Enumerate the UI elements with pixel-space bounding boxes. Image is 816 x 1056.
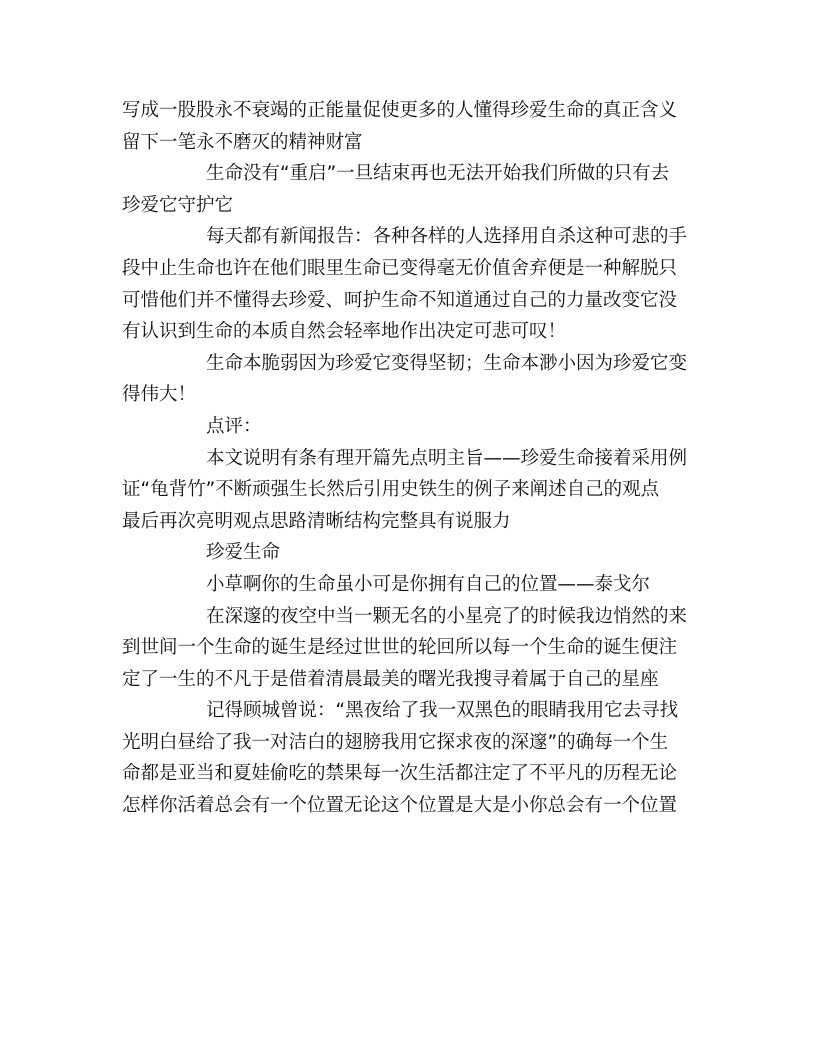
text-line: 生命没有“重启”一旦结束再也无法开始我们所做的只有去 — [206, 163, 670, 185]
text-line: 记得顾城曾说：“黑夜给了我一双黑色的眼睛我用它去寻找 — [206, 700, 679, 722]
text-line: 本文说明有条有理开篇先点明主旨——珍爱生命接着采用例 — [206, 447, 688, 469]
text-line: 得伟大！ — [122, 384, 197, 406]
text-line: 小草啊你的生命虽小可是你拥有自己的位置——泰戈尔 — [206, 573, 651, 595]
text-line: 珍爱它守护它 — [122, 194, 234, 216]
text-line: 到世间一个生命的诞生是经过世世的轮回所以每一个生命的诞生便注 — [122, 637, 678, 659]
text-line: 写成一股股永不衰竭的正能量促使更多的人懂得珍爱生命的真正含义 — [122, 100, 678, 121]
text-line: 怎样你活着总会有一个位置无论这个位置是大是小你总会有一个位置 — [122, 795, 678, 817]
document-body — [122, 95, 694, 822]
text-line: 生命本脆弱因为珍爱它变得坚韧；生命本渺小因为珍爱它变 — [206, 352, 688, 374]
text-line: 定了一生的不凡于是借着清晨最美的曙光我搜寻着属于自己的星座 — [122, 668, 659, 690]
text-line: 有认识到生命的本质自然会轻率地作出决定可悲可叹！ — [122, 321, 567, 343]
text-line: 命都是亚当和夏娃偷吃的禁果每一次生活都注定了不平凡的历程无论 — [122, 763, 678, 785]
text-line: 段中止生命也许在他们眼里生命已变得毫无价值舍弃便是一种解脱只 — [122, 257, 678, 279]
text-line: 证“龟背竹”不断顽强生长然后引用史铁生的例子来阐述自己的观点 — [122, 479, 660, 501]
text-line: 珍爱生命 — [206, 542, 281, 564]
text-line: 最后再次亮明观点思路清晰结构完整具有说服力 — [122, 510, 511, 532]
text-line: 在深邃的夜空中当一颗无名的小星亮了的时候我边悄然的来 — [206, 605, 688, 627]
text-line: 光明白昼给了我一对洁白的翅膀我用它探求夜的深邃”的确每一个生 — [122, 731, 669, 753]
text-line: 每天都有新闻报告：各种各样的人选择用自杀这种可悲的手 — [206, 226, 688, 248]
text-line: 可惜他们并不懂得去珍爱、呵护生命不知道通过自己的力量改变它没 — [122, 289, 678, 311]
text-line: 留下一笔永不磨灭的精神财富 — [122, 131, 363, 153]
text-line: 点评： — [206, 415, 262, 437]
